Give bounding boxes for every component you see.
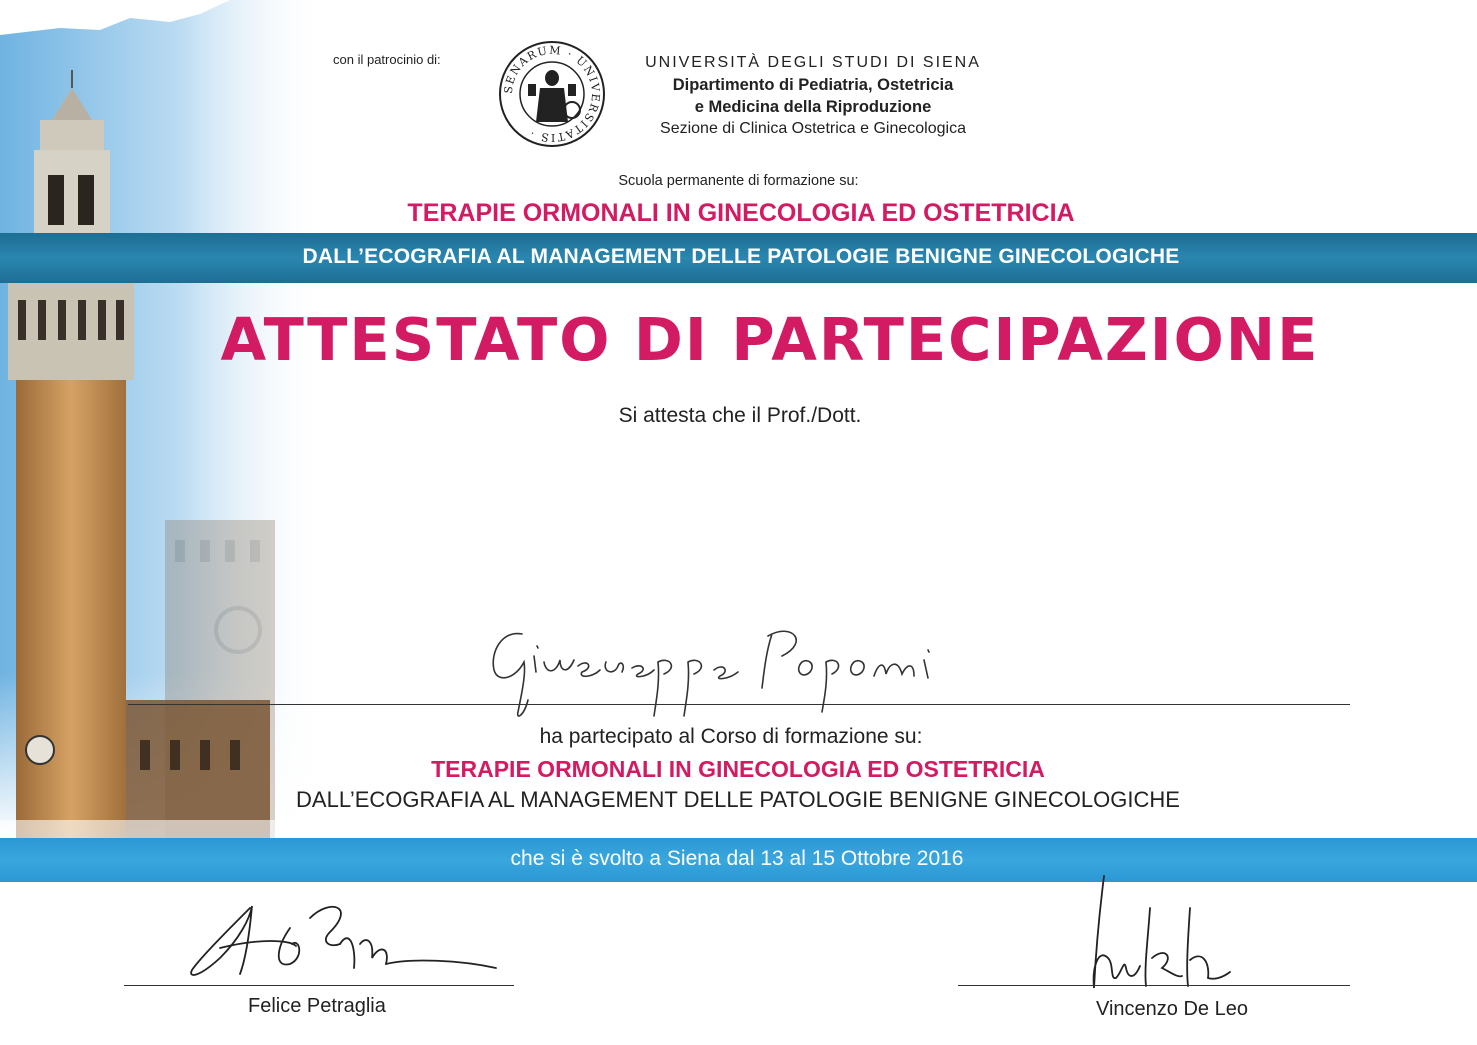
university-name: UNIVERSITÀ DEGLI STUDI DI SIENA bbox=[645, 54, 981, 71]
course-title: TERAPIE ORMONALI IN GINECOLOGIA ED OSTETRICIA bbox=[407, 199, 1075, 227]
university-seal-logo bbox=[498, 40, 606, 148]
university-block bbox=[623, 52, 1003, 140]
section-name: Sezione di Clinica Ostetrica e Ginecologica bbox=[660, 120, 966, 137]
signature-right bbox=[1070, 868, 1270, 1008]
participant-name-handwriting bbox=[482, 612, 962, 722]
event-dates: che si è svolto a Siena dal 13 al 15 Ottobre 2016 bbox=[510, 847, 964, 870]
department-line-1: Dipartimento di Pediatria, Ostetricia bbox=[672, 76, 954, 94]
signature-left bbox=[180, 888, 510, 998]
department-line-2: e Medicina della Riproduzione bbox=[694, 98, 932, 116]
name-underline bbox=[128, 704, 1350, 705]
signature-line-right bbox=[958, 985, 1350, 986]
school-label: Scuola permanente di formazione su: bbox=[618, 173, 859, 189]
course-subtitle: DALL’ECOGRAFIA AL MANAGEMENT DELLE PATOLOGIE BENIGNE GINECOLOGICHE bbox=[302, 245, 1180, 268]
svg-text:SENARUM · UNIVERSITATIS ·: SENARUM · UNIVERSITATIS · bbox=[501, 43, 603, 145]
certificate-title: ATTESTATO DI PARTECIPAZIONE bbox=[220, 305, 1320, 374]
signer-name-right: Vincenzo De Leo bbox=[1096, 998, 1248, 1020]
signer-name-left: Felice Petraglia bbox=[248, 995, 386, 1017]
signature-line-left bbox=[124, 985, 514, 986]
course-subtitle-2: DALL’ECOGRAFIA AL MANAGEMENT DELLE PATOLOGIE BENIGNE GINECOLOGICHE bbox=[296, 787, 1180, 812]
participated-text: ha partecipato al Corso di formazione su: bbox=[539, 725, 923, 748]
patronage-label: con il patrocinio di: bbox=[333, 52, 441, 67]
course-title-2: TERAPIE ORMONALI IN GINECOLOGIA ED OSTETRICIA bbox=[431, 756, 1045, 782]
attest-text: Si attesta che il Prof./Dott. bbox=[618, 404, 862, 427]
